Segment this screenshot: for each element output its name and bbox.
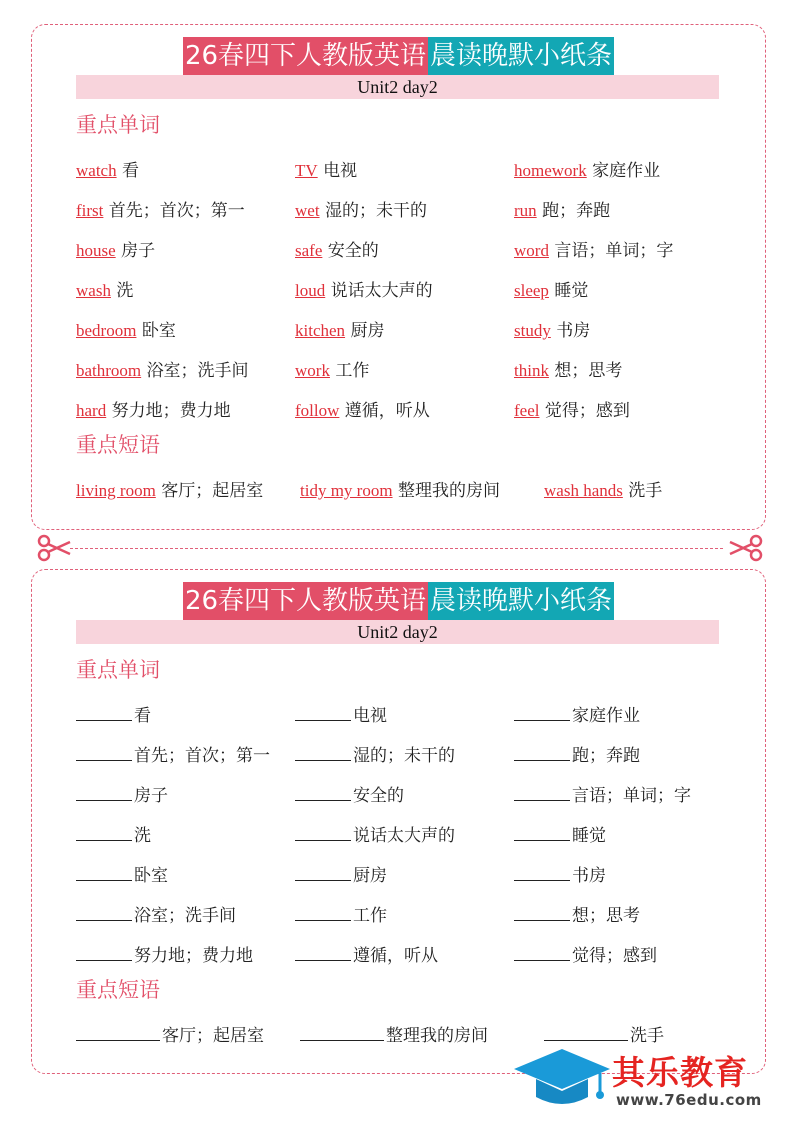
answer-blank: [300, 1026, 384, 1041]
word-cn: 想；思考: [554, 361, 623, 381]
word-cn: 书房: [572, 866, 606, 886]
word-item: [76, 196, 245, 221]
word-cn: 工作: [353, 906, 387, 926]
section-phrases-heading: 重点短语: [76, 978, 160, 1002]
word-en: loud: [295, 281, 326, 300]
blank-item: [295, 861, 387, 886]
answer-blank: [295, 826, 351, 841]
word-item: [295, 396, 430, 421]
phrase-item: [76, 476, 263, 501]
answer-blank: [295, 866, 351, 881]
phrase-cn: 整理我的房间: [397, 481, 500, 501]
word-cn: 努力地；费力地: [134, 946, 253, 966]
word-cn: 家庭作业: [592, 161, 661, 181]
answer-blank: [76, 786, 132, 801]
word-cn: 书房: [556, 321, 591, 341]
blank-item: [514, 741, 640, 766]
phrase-blank-item: [76, 1021, 264, 1046]
word-en: safe: [295, 241, 323, 260]
word-item: [295, 356, 369, 381]
blank-item: [76, 821, 151, 846]
word-item: [76, 236, 155, 261]
word-cn: 厨房: [353, 866, 387, 886]
word-item: [295, 276, 433, 301]
logo-url: www.76edu.com: [616, 1091, 762, 1109]
blank-item: [295, 901, 387, 926]
word-en: bedroom: [76, 321, 137, 340]
word-item: [514, 396, 630, 421]
word-cn: 觉得；感到: [544, 401, 630, 421]
word-cn: 睡觉: [554, 281, 589, 301]
unit-label: Unit2 day2: [76, 75, 719, 99]
blank-item: [295, 741, 455, 766]
blank-item: [295, 941, 438, 966]
word-item: [514, 236, 673, 261]
answer-blank: [514, 746, 570, 761]
word-en: homework: [514, 161, 587, 180]
blank-item: [76, 741, 270, 766]
word-en: run: [514, 201, 537, 220]
answer-blank: [295, 746, 351, 761]
word-item: [514, 156, 660, 181]
word-item: [76, 396, 231, 421]
blank-item: [76, 701, 151, 726]
answer-blank: [76, 706, 132, 721]
word-en: study: [514, 321, 551, 340]
word-en: TV: [295, 161, 318, 180]
answer-blank: [514, 866, 570, 881]
cut-line: [70, 548, 723, 549]
answer-blank: [544, 1026, 628, 1041]
word-cn: 浴室；洗手间: [134, 906, 236, 926]
title-part2: 晨读晚默小纸条: [428, 582, 614, 620]
word-en: word: [514, 241, 549, 260]
word-cn: 睡觉: [572, 826, 606, 846]
word-cn: 看: [134, 706, 151, 726]
answer-blank: [295, 706, 351, 721]
word-en: hard: [76, 401, 107, 420]
word-cn: 厨房: [350, 321, 385, 341]
blank-item: [514, 701, 640, 726]
page-title: [32, 582, 765, 620]
word-en: work: [295, 361, 330, 380]
blank-item: [514, 941, 657, 966]
word-cn: 首先；首次；第一: [134, 746, 270, 766]
practice-card: [31, 569, 766, 1074]
blank-item: [295, 821, 455, 846]
word-cn: 卧室: [141, 321, 176, 341]
answer-card: [31, 24, 766, 530]
word-item: [514, 196, 610, 221]
word-en: think: [514, 361, 549, 380]
answer-blank: [514, 706, 570, 721]
word-cn: 跑；奔跑: [572, 746, 640, 766]
blank-item: [76, 941, 253, 966]
word-cn: 言语；单词；字: [554, 241, 674, 261]
blank-item: [76, 861, 168, 886]
scissors-icon: [728, 534, 764, 562]
blank-item: [514, 901, 640, 926]
answer-blank: [514, 826, 570, 841]
answer-blank: [295, 946, 351, 961]
answer-blank: [76, 906, 132, 921]
word-item: [76, 316, 176, 341]
answer-blank: [514, 946, 570, 961]
word-en: house: [76, 241, 116, 260]
word-en: sleep: [514, 281, 549, 300]
section-words-heading: 重点单词: [76, 113, 160, 137]
word-cn: 湿的；未干的: [353, 746, 455, 766]
word-item: [514, 356, 622, 381]
word-item: [295, 236, 379, 261]
blank-item: [295, 701, 387, 726]
word-item: [76, 356, 249, 381]
answer-blank: [514, 786, 570, 801]
word-cn: 看: [122, 161, 139, 181]
answer-blank: [514, 906, 570, 921]
word-cn: 言语；单词；字: [572, 786, 691, 806]
answer-blank: [76, 946, 132, 961]
word-en: first: [76, 201, 104, 220]
logo-name: 其乐教育: [612, 1053, 748, 1092]
word-item: [514, 316, 590, 341]
word-en: follow: [295, 401, 340, 420]
scissors-icon: [36, 534, 72, 562]
blank-item: [514, 781, 691, 806]
answer-blank: [76, 746, 132, 761]
phrase-en: living room: [76, 481, 156, 500]
word-en: bathroom: [76, 361, 142, 380]
phrase-en: wash hands: [544, 481, 623, 500]
phrase-cn: 客厅；起居室: [162, 1026, 264, 1046]
answer-blank: [295, 906, 351, 921]
word-item: [295, 156, 357, 181]
phrase-en: tidy my room: [300, 481, 393, 500]
answer-blank: [76, 826, 132, 841]
page-title: [32, 37, 765, 75]
title-part2: 晨读晚默小纸条: [428, 37, 614, 75]
word-cn: 说话太大声的: [353, 826, 455, 846]
phrase-item: [544, 476, 662, 501]
section-words-heading: 重点单词: [76, 658, 160, 682]
word-cn: 跑；奔跑: [542, 201, 611, 221]
phrase-cn: 客厅；起居室: [161, 481, 264, 501]
word-item: [76, 276, 133, 301]
word-cn: 湿的；未干的: [324, 201, 427, 221]
word-item: [76, 156, 139, 181]
word-cn: 安全的: [353, 786, 404, 806]
word-cn: 电视: [323, 161, 358, 181]
word-cn: 首先；首次；第一: [108, 201, 245, 221]
word-en: watch: [76, 161, 117, 180]
section-phrases-heading: 重点短语: [76, 433, 160, 457]
word-cn: 努力地；费力地: [111, 401, 231, 421]
word-cn: 洗: [134, 826, 151, 846]
brand-logo: [512, 1043, 792, 1115]
word-en: wash: [76, 281, 111, 300]
title-part1: 26春四下人教版英语: [183, 582, 428, 620]
word-cn: 说话太大声的: [330, 281, 433, 301]
word-item: [295, 196, 427, 221]
word-cn: 电视: [353, 706, 387, 726]
word-cn: 工作: [335, 361, 370, 381]
word-item: [295, 316, 384, 341]
graduation-cap-icon: [512, 1047, 612, 1111]
answer-blank: [295, 786, 351, 801]
phrase-item: [300, 476, 500, 501]
word-cn: 家庭作业: [572, 706, 640, 726]
word-en: feel: [514, 401, 540, 420]
word-en: kitchen: [295, 321, 346, 340]
unit-label: Unit2 day2: [76, 620, 719, 644]
word-item: [514, 276, 588, 301]
word-cn: 遵循，听从: [344, 401, 430, 421]
blank-item: [76, 901, 236, 926]
phrase-cn: 洗手: [628, 481, 663, 501]
word-cn: 遵循，听从: [353, 946, 438, 966]
blank-item: [295, 781, 404, 806]
phrase-cn: 洗手: [630, 1026, 664, 1046]
word-en: wet: [295, 201, 320, 220]
word-cn: 觉得；感到: [572, 946, 657, 966]
word-cn: 卧室: [134, 866, 168, 886]
blank-item: [76, 781, 168, 806]
blank-item: [514, 821, 606, 846]
word-cn: 想；思考: [572, 906, 640, 926]
word-cn: 房子: [121, 241, 156, 261]
answer-blank: [76, 866, 132, 881]
word-cn: 安全的: [327, 241, 379, 261]
phrase-cn: 整理我的房间: [386, 1026, 488, 1046]
answer-blank: [76, 1026, 160, 1041]
blank-item: [514, 861, 606, 886]
phrase-blank-item: [300, 1021, 488, 1046]
word-cn: 房子: [134, 786, 168, 806]
title-part1: 26春四下人教版英语: [183, 37, 428, 75]
word-cn: 浴室；洗手间: [146, 361, 249, 381]
word-cn: 洗: [116, 281, 134, 301]
